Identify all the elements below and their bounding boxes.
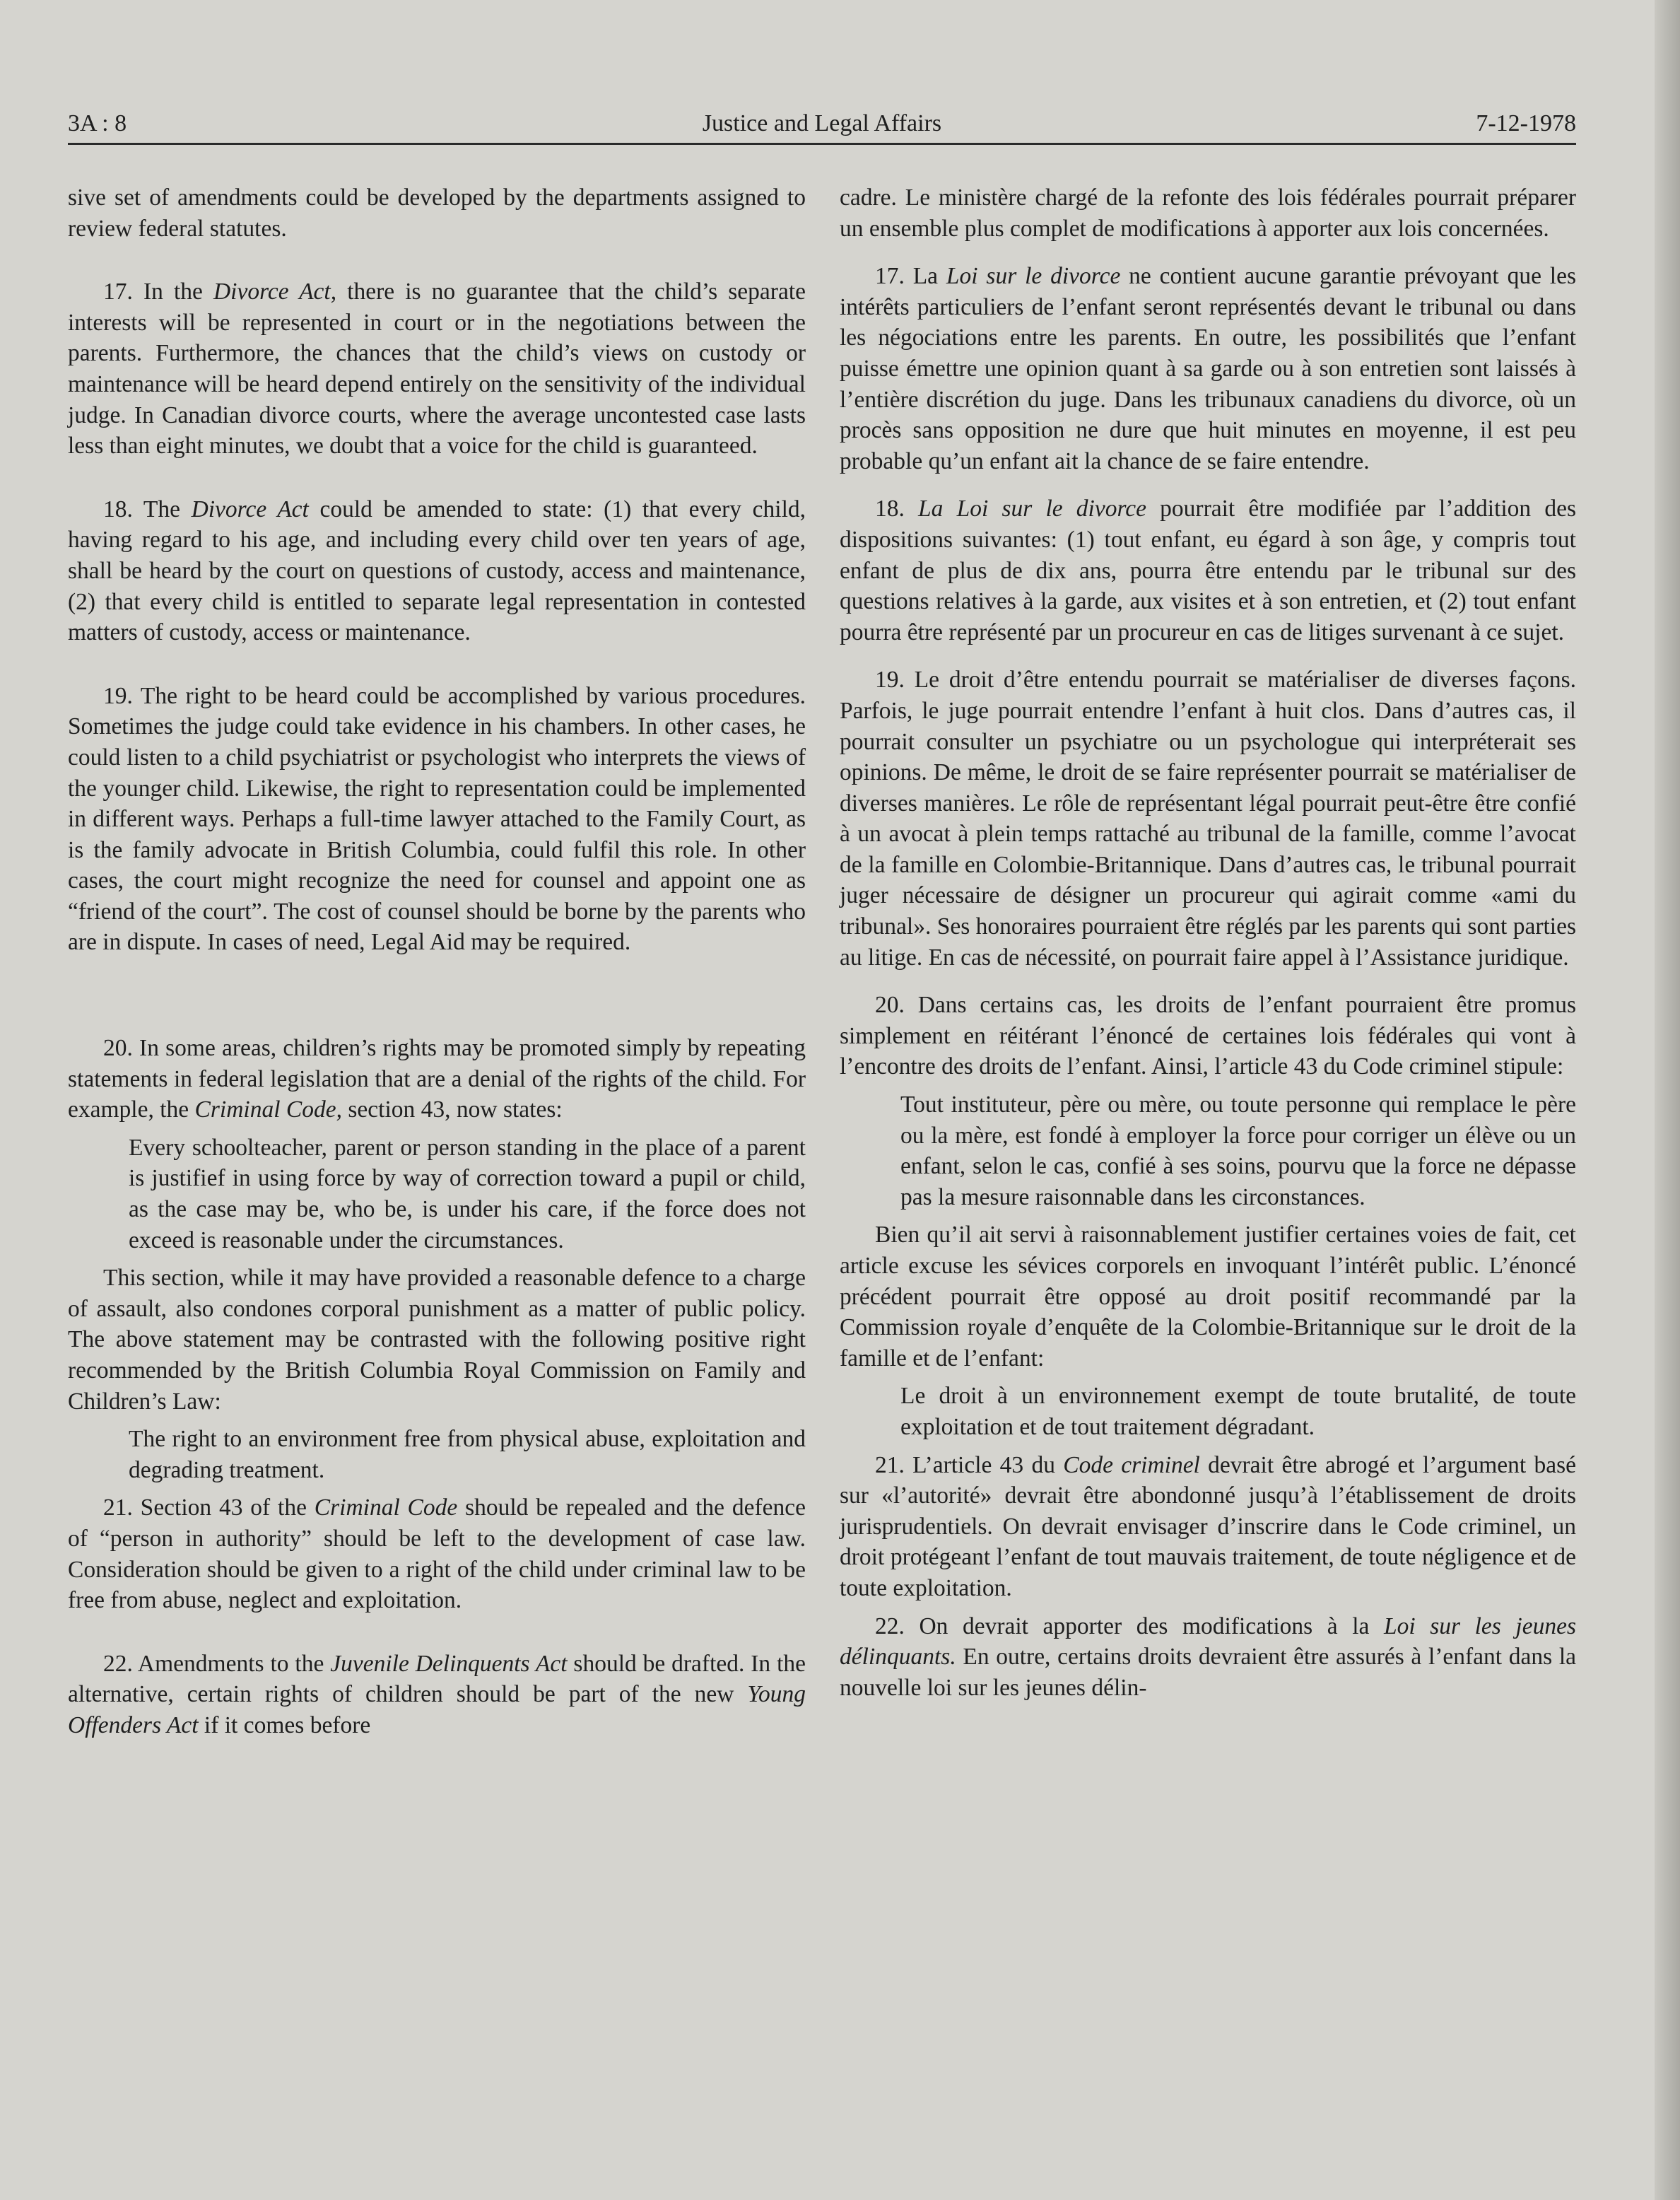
text: The right to an environment free from physical abuse, exploitation and degrading treatment. — [129, 1426, 806, 1483]
paragraph-20-continued — [840, 1219, 1576, 1374]
french-column — [840, 182, 1576, 1720]
page-edge-shadow — [1655, 0, 1680, 2200]
act-title: Young Offenders Act — [68, 1681, 806, 1738]
quotation-bc-commission — [129, 1424, 806, 1485]
paragraph-17 — [840, 261, 1576, 476]
text: should be repealed and the defence of “person in authority” should be left to the development of case law. Consideration should be given to a right of the child under criminal law to be free from abuse, neglect and exploitation. — [68, 1494, 806, 1614]
text: 17. La — [875, 263, 946, 290]
text: 21. L’article 43 du — [875, 1451, 1064, 1478]
text: 21. Section 43 of the — [103, 1494, 315, 1521]
paragraph-20-continued — [68, 1263, 806, 1417]
page-number: 3A : 8 — [68, 110, 127, 136]
text: Every schoolteacher, parent or person standing in the place of a parent is justifief in using force by way of correction toward a pupil or child, as the case may be, who be, is under his care, if the force does not exceed is reasonable under the circumstances. — [129, 1134, 806, 1253]
paragraph-20 — [68, 1033, 806, 1125]
act-title: Juvenile Delinquents Act — [330, 1650, 568, 1677]
header-rule — [68, 143, 1576, 145]
paragraph-21 — [68, 1492, 806, 1615]
act-title: Divorce Act — [191, 496, 309, 522]
paragraph-17 — [68, 276, 806, 462]
act-title: Divorce Act, — [213, 279, 337, 305]
paragraph-18 — [840, 493, 1576, 648]
text: could be amended to state: (1) that every child, having regard to his age, and including every child over ten years of age, shall be heard by the court on questions of custody, access and maintenance, (2) that every child is entitled to separate legal representation in contested matters of custody, access or maintenance. — [68, 496, 806, 646]
text: ne contient aucune garantie prévoyant que les intérêts particuliers de l’enfant seront représentés devant le tribunal ou dans les négociations entre les parents. En outre, les possibilités que l’enfant puisse émettre une opinion quant à sa garde ou à son entretien sont laissés à l’entière discrétion du juge. Dans les tribunaux canadiens du divorce, où un procès sans opposition ne dure que huit minutes en moyenne, il est peu probable qu’un enfant ait la chance de se faire entendre. — [840, 263, 1576, 474]
text: 17. In the — [103, 279, 213, 305]
act-title: La Loi sur le divorce — [918, 496, 1146, 522]
text: En outre, certains droits devraient être assurés à l’enfant dans la nouvelle loi sur les jeunes délin- — [840, 1644, 1576, 1701]
text: Tout instituteur, père ou mère, ou toute personne qui remplace le père ou la mère, est fondé à employer la force pour corriger un élève ou un enfant, selon le cas, confié à ses soins, pourvu que la force ne dépasse pas la mesure raisonnable dans les circonstances. — [900, 1092, 1576, 1210]
paragraph-16-end — [840, 182, 1576, 244]
paragraph-16-end — [68, 182, 806, 244]
text: 18. The — [103, 496, 192, 522]
text: pourrait être modifiée par l’addition des dispositions suivantes: (1) tout enfant, eu égard à son âge, y compris tout enfant de plus de dix ans, pourra être entendu par le tribunal sur des questions relatives à la garde, aux visites et à son entretien, et (2) tout enfant pourra être représenté par un procureur en cas de litiges survenant à ce sujet. — [840, 496, 1577, 645]
act-title: Loi sur les jeunes délinquants. — [840, 1613, 1576, 1671]
text: Le droit à un environnement exempt de toute brutalité, de toute exploitation et de tout traitement dégradant. — [900, 1383, 1576, 1440]
quotation-criminal-code — [900, 1089, 1576, 1212]
paragraph-22 — [68, 1649, 806, 1741]
text: 22. On devrait apporter des modifications à la — [875, 1613, 1384, 1639]
act-title: Code criminel — [1063, 1451, 1200, 1478]
english-column — [68, 182, 806, 1758]
quotation-criminal-code — [129, 1133, 806, 1256]
text: cadre. Le ministère chargé de la refonte des lois fédérales pourrait préparer un ensemble plus complet de modifications à apporter aux lois concernées. — [840, 185, 1576, 242]
paragraph-18 — [68, 494, 806, 648]
page-header — [68, 106, 1576, 141]
text: 20. In some areas, children’s rights may be promoted simply by repeating statements in federal legislation that are a denial of the rights of the child. For example, the — [68, 1035, 806, 1123]
running-title: Justice and Legal Affairs — [702, 110, 942, 136]
text: 19. The right to be heard could be accomplished by various procedures. Sometimes the judge could take evidence in his chambers. In other cases, he could listen to a child psychiatrist or psychologist who interprets the views of the younger child. Likewise, the right to representation could be implemented in different ways. Perhaps a full-time lawyer attached to the Family Court, as is the family advocate in British Columbia, could fulfil this role. In other cases, the court might recognize the need for counsel and appoint one as “friend of the court”. The cost of counsel should be borne by the parents who are in dispute. In cases of need, Legal Aid may be required. — [68, 682, 806, 956]
text: if it comes before — [198, 1712, 371, 1738]
text: should be drafted. In the alternative, certain rights of children should be part of the new — [68, 1650, 806, 1708]
act-title: Criminal Code, — [194, 1096, 342, 1123]
text: 19. Le droit d’être entendu pourrait se matérialiser de diverses façons. Parfois, le juge pourrait entendre l’enfant à huit clos. Dans d’autres cas, il pourrait consulter un psychiatre ou un psychologue qui interpréterait ses opinions. De même, le droit de se faire représenter pourrait se matérialiser de diverses manières. Le rôle de représentant légal pourrait peut-être être confié à un avocat à plein temps rattaché au tribunal de la famille, comme l’avocat de la famille en Colombie-Britannique. Dans d’autres cas, le tribunal pourrait juger nécessaire de désigner un procureur qui agirait comme «ami du tribunal». Ses honoraires pourraient être réglés par les parents qui sont parties au litige. En cas de nécessité, on pourrait faire appel à l’Assistance juridique. — [840, 667, 1576, 971]
paragraph-21 — [840, 1450, 1576, 1604]
text: This section, while it may have provided a reasonable defence to a charge of assault, also condones corporal punishment as a matter of public policy. The above statement may be contrasted with the following positive right recommended by the British Columbia Royal Commission on Family and Children’s Law: — [68, 1265, 806, 1415]
quotation-bc-commission — [900, 1381, 1576, 1442]
text: there is no guarantee that the child’s separate interests will be represented in court or in the negotiations between the parents. Furthermore, the chances that the child’s views on custody or maintenance will be heard depend entirely on the sensitivity of the individual judge. In Canadian divorce courts, where the average uncontested case lasts less than eight minutes, we doubt that a voice for the child is guaranteed. — [68, 279, 806, 460]
text: sive set of amendments could be developed by the departments assigned to review federal statutes. — [68, 185, 806, 242]
paragraph-20 — [840, 990, 1576, 1082]
paragraph-22 — [840, 1611, 1576, 1704]
text: Bien qu’il ait servi à raisonnablement justifier certaines voies de fait, cet article excuse les sévices corporels en invoquant l’intérêt public. L’énoncé précédent pourrait être opposé au droit positif recommandé par la Commission royale d’enquête de la Colombie-Britannique sur le droit de la famille et de l’enfant: — [840, 1222, 1576, 1371]
text: section 43, now states: — [342, 1096, 563, 1123]
text: 20. Dans certains cas, les droits de l’enfant pourraient être promus simplement en réitérant l’énoncé de certaines lois fédérales qui vont à l’encontre des droits de l’enfant. Ainsi, l’article 43 du Code criminel stipule: — [840, 992, 1576, 1080]
paragraph-19 — [68, 681, 806, 958]
text: 18. — [875, 496, 919, 522]
text: 22. Amendments to the — [103, 1650, 331, 1677]
act-title: Criminal Code — [314, 1494, 458, 1521]
act-title: Loi sur le divorce — [946, 263, 1121, 290]
page-date: 7-12-1978 — [1476, 110, 1576, 136]
paragraph-19 — [840, 665, 1576, 973]
text: devrait être abrogé et l’argument basé sur «l’autorité» devrait être abondonné jusqu’à l’établissement de droits jurisprudentiels. On devrait envisager d’inscrire dans le Code criminel, un droit protégeant l’enfant de tout mauvais traitement, de toute négligence et de toute exploitation. — [840, 1451, 1576, 1601]
